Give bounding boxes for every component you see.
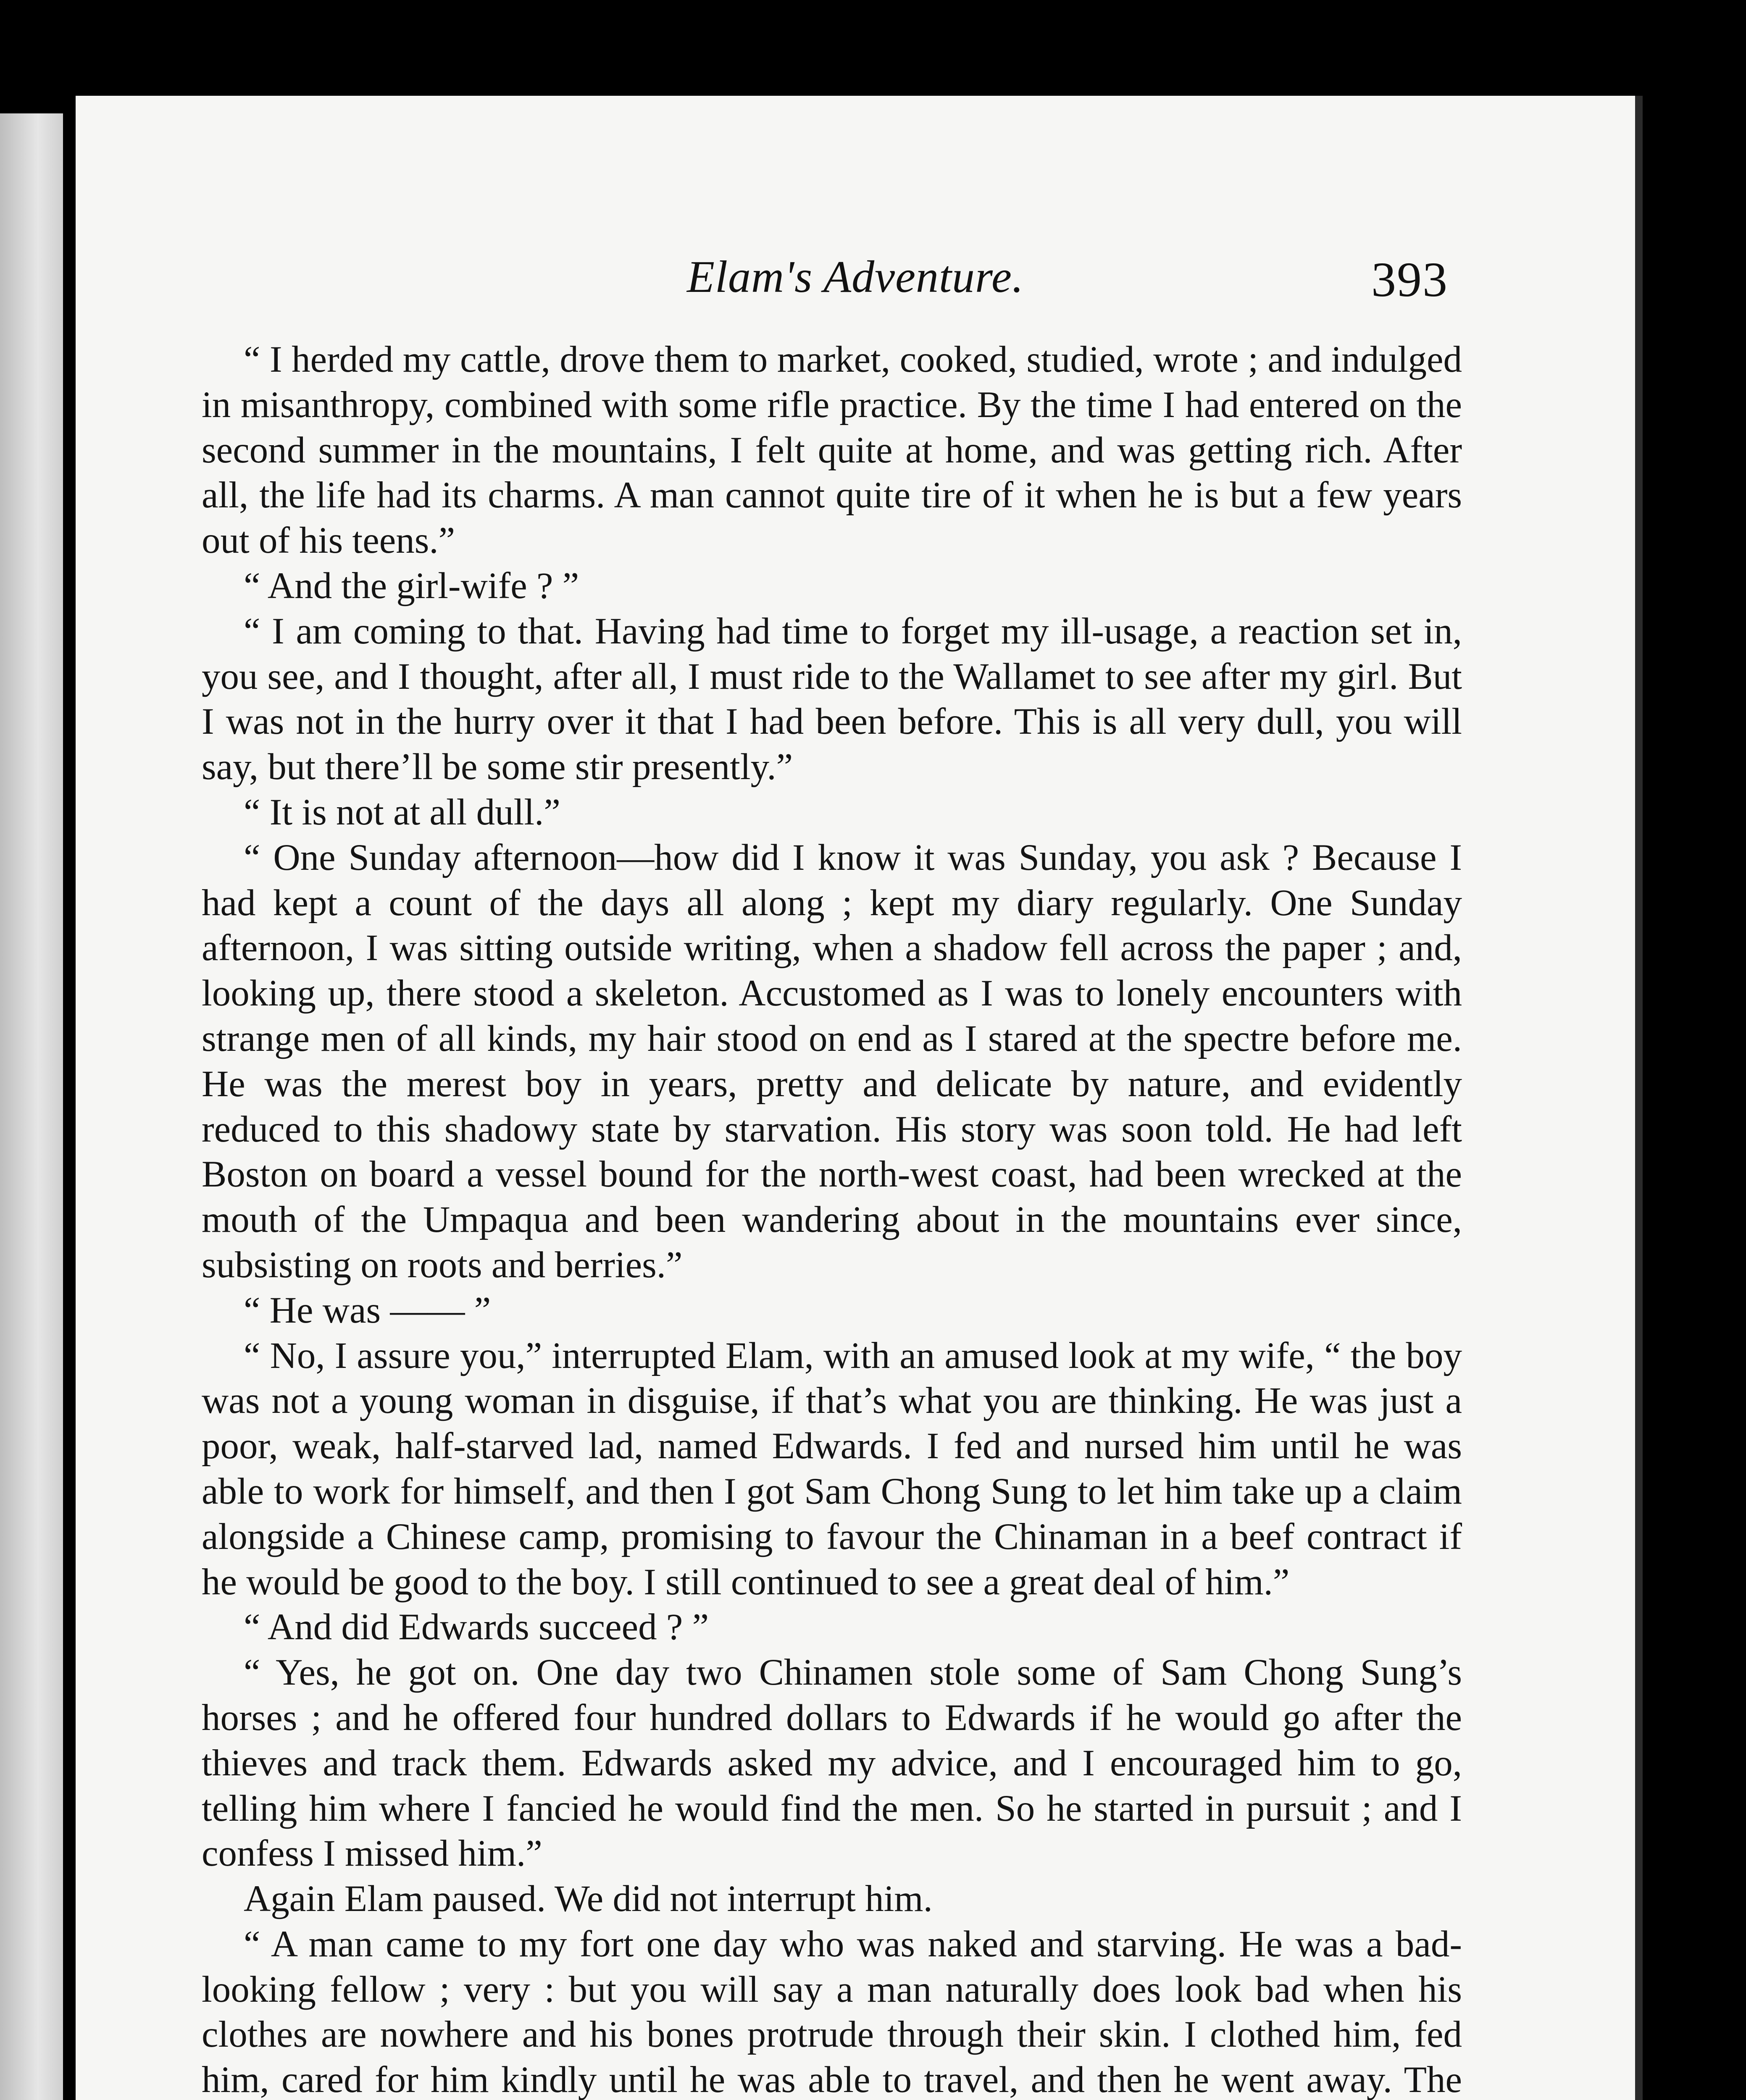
body-text [202,337,1462,2100]
paragraph: “ Yes, he got on. One day two Chinamen stole some of Sam Chong Sung’s horses ; and he offered four hundred dollars to Edwards if he would go after the thieves and track them. Edwards asked my advice, and I encouraged him to go, telling him where I fancied he would find the men. So he started in pursuit ; and I confess I missed him.” [202,1652,1462,1874]
paragraph: Again Elam paused. We did not interrupt him. [244,1878,933,1920]
page-number: 393 [1371,252,1448,307]
paragraph: “ And the girl-wife ? ” [244,565,579,606]
paragraph: “ He was —— ” [244,1289,491,1331]
running-title: Elam's Adventure. [687,252,1024,302]
page-header [76,251,1635,318]
paragraph: “ A man came to my fort one day who was naked and starving. He was a bad-looking fellow ; very : but you will say a man naturally does look bad when his clothes are nowhere and his bones protrude through their skin. I clothed him, fed him, cared for him kindly until he was able to travel, and then he went away. The [202,1923,1462,2100]
book-page [76,96,1643,2100]
paragraph: “ And did Edwards succeed ? ” [244,1606,709,1648]
paragraph: “ No, I assure you,” interrupted Elam, with an amused look at my wife, “ the boy was not a young woman in disguise, if that’s what you are thinking. He was just a poor, weak, half-starved lad, named Edwards. I fed and nursed him until he was able to work for himself, and then I got Sam Chong Sung to let him take up a claim alongside a Chinese camp, promising to favour the Chinaman in a beef contract if he would be good to the boy. I still continued to see a great deal of him.” [202,1335,1462,1603]
paragraph: “ I am coming to that. Having had time to forget my ill-usage, a reaction set in, you see, and I thought, after all, I must ride to the Wallamet to see after my girl. But I was not in the hurry over it that I had been before. This is all very dull, you will say, but there’ll be some stir presently.” [202,610,1462,788]
paragraph: “ It is not at all dull.” [244,791,560,833]
paragraph: “ I herded my cattle, drove them to market, cooked, studied, wrote ; and indulged in misanthropy, combined with some rifle practice. By the time I had entered on the second summer in the mountains, I felt quite at home, and was getting rich. After all, the life had its charms. A man cannot quite tire of it when he is but a few years out of his teens.” [202,339,1462,562]
adjacent-page-edge [0,113,63,2100]
paragraph: “ One Sunday afternoon—how did I know it was Sunday, you ask ? Because I had kept a count of the days all along ; kept my diary regularly. One Sunday afternoon, I was sitting outside writing, when a shadow fell across the paper ; and, looking up, there stood a skeleton. Accustomed as I was to lonely encounters with strange men of all kinds, my hair stood on end as I stared at the spectre before me. He was the merest boy in years, pretty and delicate by nature, and evidently reduced to this shadowy state by starvation. His story was soon told. He had left Boston on board a vessel bound for the north-west coast, had been wrecked at the mouth of the Umpaqua and been wandering about in the mountains ever since, subsisting on roots and berries.” [202,837,1462,1286]
